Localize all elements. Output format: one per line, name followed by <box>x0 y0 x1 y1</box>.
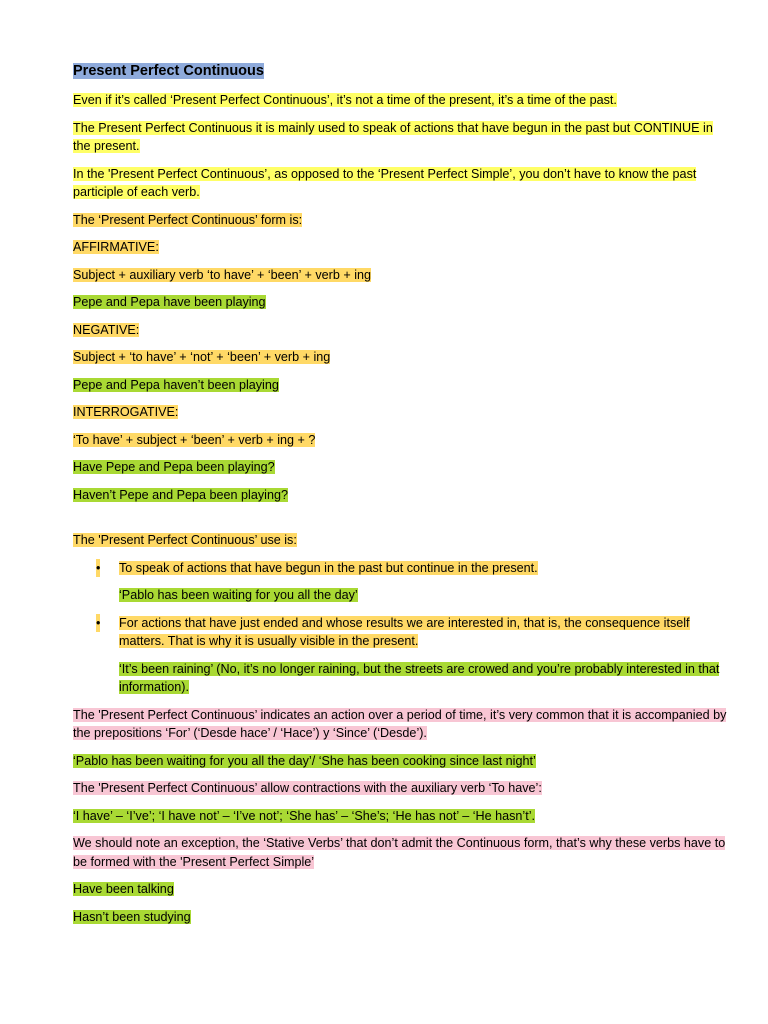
period-note <box>73 706 733 743</box>
exception-note-text: We should note an exception, the ‘Stative Verbs’ that don’t admit the Continuous form, that’s why these verbs have to be formed with the 'Present Perfect Simple’ <box>73 836 726 869</box>
affirmative-example-text: Pepe and Pepa have been playing <box>73 295 266 309</box>
period-note-text: The 'Present Perfect Continuous’ indicates an action over a period of time, it’s very common that it is accompanied by the prepositions ‘For’ (‘Desde hace’ / ‘Hace’) y ‘Since’ (‘Desde’). <box>73 707 727 740</box>
exception-example-2-text: Hasn’t been studying <box>73 909 191 924</box>
use-item-1-example-text: ‘Pablo has been waiting for you all the day’ <box>119 588 358 602</box>
page-title <box>73 60 733 82</box>
interrogative-example-1-text: Have Pepe and Pepa been playing? <box>73 460 275 474</box>
affirmative-label <box>73 238 733 257</box>
affirmative-example <box>73 293 733 312</box>
use-item-2-example <box>73 660 733 697</box>
exception-note <box>73 834 733 871</box>
use-item-1-text: To speak of actions that have begun in the past but continue in the present. <box>119 560 538 575</box>
use-list-2 <box>73 614 733 651</box>
use-list <box>73 559 733 578</box>
intro-text-1: Even if it’s called ‘Present Perfect Continuous’, it’s not a time of the present, it’s a time of the past. <box>73 93 617 107</box>
interrogative-example-2 <box>73 486 733 505</box>
negative-example <box>73 376 733 395</box>
use-heading <box>73 531 733 550</box>
blank-line <box>73 513 733 531</box>
use-item-1-example <box>73 586 733 605</box>
negative-label-text: NEGATIVE: <box>73 322 140 337</box>
use-item-2-example-text: ‘It’s been raining’ (No, it’s no longer raining, but the streets are crowed and you’re probably interested in that information). <box>119 661 720 694</box>
form-heading-text: The ‘Present Perfect Continuous’ form is: <box>73 212 303 227</box>
bullet-icon: • <box>96 614 100 633</box>
use-list-item-2 <box>73 614 733 651</box>
contractions-note-text: The 'Present Perfect Continuous’ allow contractions with the auxiliary verb ‘To have’: <box>73 781 542 795</box>
interrogative-rule-text: ‘To have’ + subject + ‘been’ + verb + ing + ? <box>73 432 316 447</box>
negative-example-text: Pepe and Pepa haven’t been playing <box>73 377 279 392</box>
exception-example-2 <box>73 908 733 927</box>
contractions-example-text: ‘I have’ – ‘I’ve’; ‘I have not’ – ‘I’ve not’; ‘She has’ – ‘She’s; ‘He has not’ – ‘He hasn’t’. <box>73 808 536 823</box>
page-title-text: Present Perfect Continuous <box>73 63 264 79</box>
form-heading <box>73 211 733 230</box>
intro-paragraph-3 <box>73 165 733 202</box>
interrogative-example-1 <box>73 458 733 477</box>
affirmative-label-text: AFFIRMATIVE: <box>73 240 159 254</box>
interrogative-rule <box>73 431 733 450</box>
document-page <box>73 60 733 935</box>
bullet-icon: • <box>96 559 100 578</box>
exception-example-1 <box>73 880 733 899</box>
exception-example-1-text: Have been talking <box>73 882 174 896</box>
use-heading-text: The 'Present Perfect Continuous’ use is: <box>73 533 297 547</box>
negative-rule <box>73 348 733 367</box>
period-example-text: ‘Pablo has been waiting for you all the day’/ ‘She has been cooking since last night’ <box>73 753 536 768</box>
intro-text-3: In the 'Present Perfect Continuous’, as opposed to the ‘Present Perfect Simple’, you don’t have to know the past participle of each verb. <box>73 166 697 199</box>
contractions-note <box>73 779 733 798</box>
use-item-2-text: For actions that have just ended and whose results we are interested in, that is, the consequence itself matters. That is why it is usually visible in the present. <box>119 615 690 648</box>
intro-paragraph-2 <box>73 119 733 156</box>
intro-paragraph-1 <box>73 91 733 110</box>
contractions-example <box>73 807 733 826</box>
affirmative-rule <box>73 266 733 285</box>
affirmative-rule-text: Subject + auxiliary verb ‘to have’ + ‘been’ + verb + ing <box>73 267 371 282</box>
intro-text-2: The Present Perfect Continuous it is mainly used to speak of actions that have begun in the past but CONTINUE in the present. <box>73 120 713 153</box>
interrogative-label <box>73 403 733 422</box>
interrogative-example-2-text: Haven’t Pepe and Pepa been playing? <box>73 487 288 502</box>
period-example <box>73 752 733 771</box>
interrogative-label-text: INTERROGATIVE: <box>73 405 179 419</box>
negative-rule-text: Subject + ‘to have’ + ‘not’ + ‘been’ + verb + ing <box>73 350 331 364</box>
negative-label <box>73 321 733 340</box>
use-list-item-1 <box>73 559 733 578</box>
